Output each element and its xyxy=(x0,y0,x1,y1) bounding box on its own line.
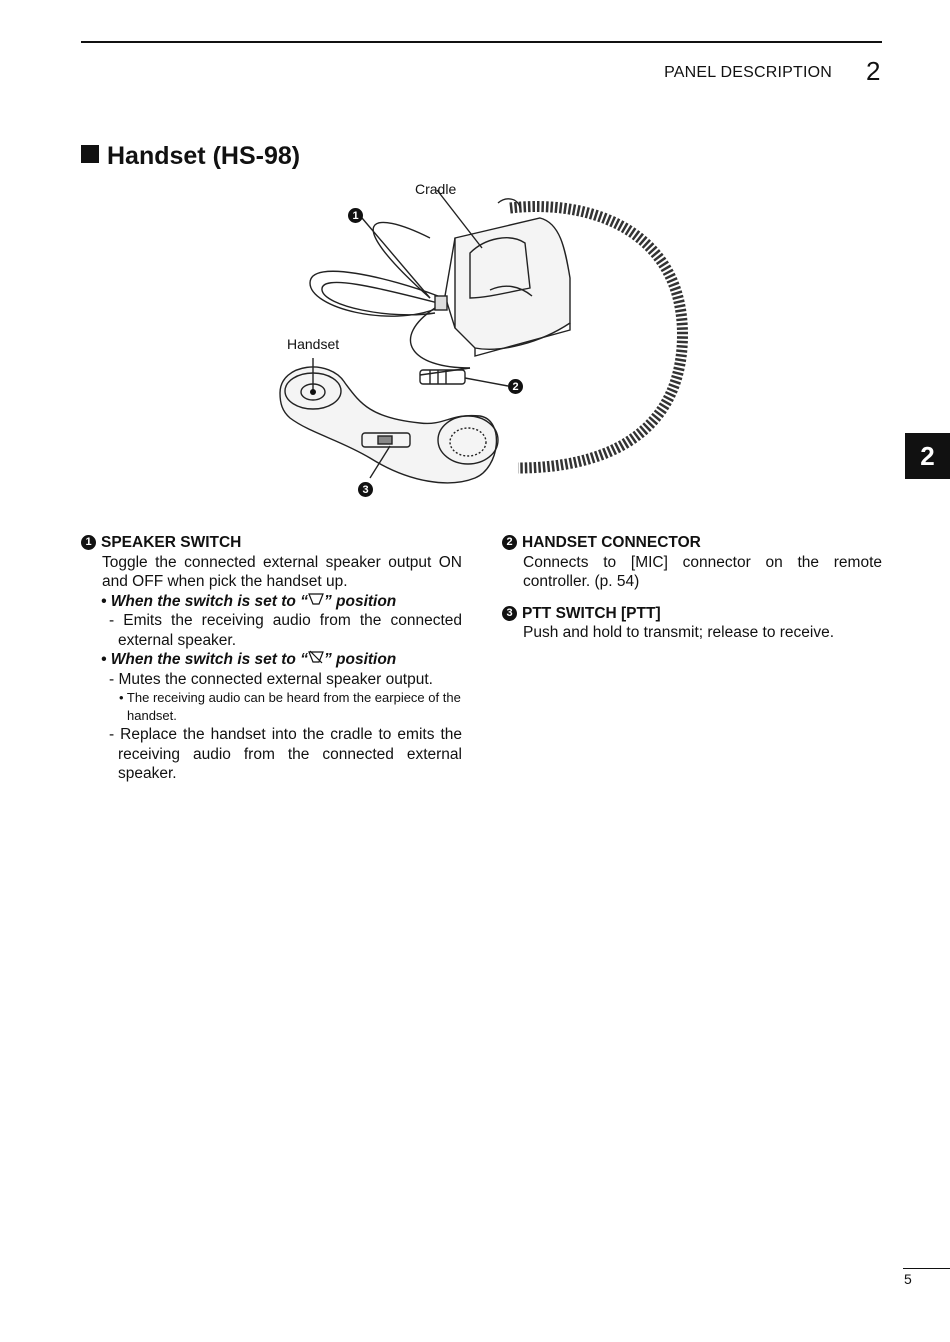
condition-prefix: • When the switch is set to “ xyxy=(101,651,308,668)
condition-note: • The receiving audio can be heard from the earpiece of the handset. xyxy=(119,690,461,723)
item-description: Connects to [MIC] connector on the remote controller. (p. 54) xyxy=(523,553,882,590)
condition-suffix: ” position xyxy=(323,592,397,610)
item-description: Toggle the connected external speaker output ON and OFF when pick the handset up. xyxy=(102,553,462,590)
speaker-on-icon xyxy=(308,592,324,606)
item-number: 1 xyxy=(81,535,96,550)
condition-detail: - Mutes the connected external speaker output. xyxy=(109,670,433,688)
item-number: 3 xyxy=(502,606,517,621)
footer-rule xyxy=(903,1268,950,1269)
condition-heading xyxy=(81,650,462,670)
cradle-label: Cradle xyxy=(415,181,457,197)
item-description: Push and hold to transmit; release to receive. xyxy=(523,624,835,641)
condition-detail: - Emits the receiving audio from the connected external speaker. xyxy=(109,612,462,649)
chapter-number: 2 xyxy=(866,56,881,86)
handset-illustration xyxy=(270,178,710,508)
item-title: HANDSET CONNECTOR xyxy=(522,534,701,551)
section-title-text: Handset (HS-98) xyxy=(107,142,301,170)
header-rule xyxy=(81,41,882,43)
section-title xyxy=(81,142,300,171)
item-title: PTT SWITCH [PTT] xyxy=(522,604,661,622)
chapter-tab: 2 xyxy=(905,433,950,479)
handset-label: Handset xyxy=(287,336,340,352)
square-bullet-icon xyxy=(81,145,99,163)
section-header: PANEL DESCRIPTION xyxy=(664,64,832,81)
callout-1: 1 xyxy=(348,208,363,223)
condition-prefix: • When the switch is set to “ xyxy=(101,592,308,610)
page-number: 5 xyxy=(904,1271,912,1287)
callout-3: 3 xyxy=(358,482,373,497)
speaker-off-icon xyxy=(308,650,324,664)
condition-detail: - Replace the handset into the cradle to emits the receiving audio from the connected external speaker. xyxy=(109,726,462,782)
item-title: SPEAKER SWITCH xyxy=(101,534,242,551)
speaker-switch-section xyxy=(81,533,462,784)
condition-heading xyxy=(81,592,462,612)
callout-2: 2 xyxy=(508,379,523,394)
condition-suffix: ” position xyxy=(323,651,397,668)
item-number: 2 xyxy=(502,535,517,550)
connector-ptt-section xyxy=(502,533,882,643)
